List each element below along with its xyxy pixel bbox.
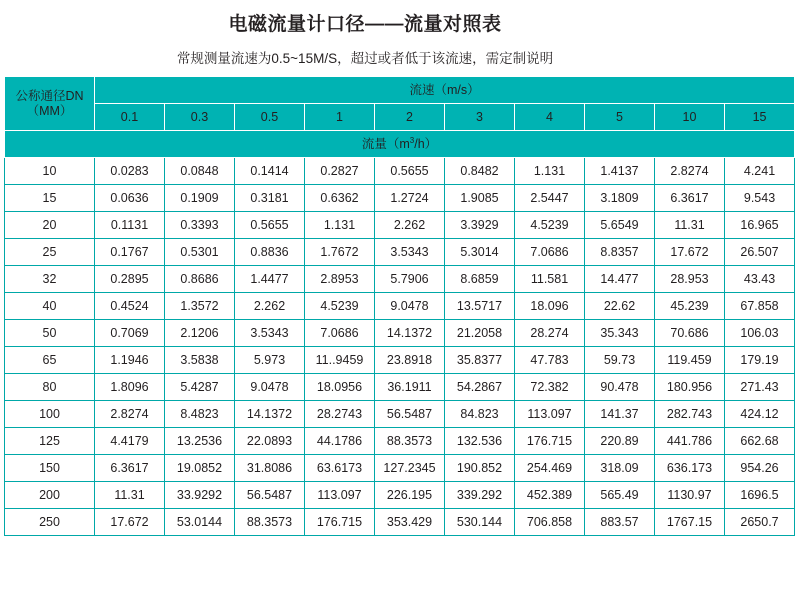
cell-value: 0.6362 — [305, 185, 375, 212]
cell-value: 7.0686 — [305, 320, 375, 347]
cell-value: 4.241 — [725, 158, 795, 185]
header-row-velocity-values — [5, 104, 795, 131]
cell-value: 0.5655 — [375, 158, 445, 185]
cell-value: 63.6173 — [305, 455, 375, 482]
cell-value: 3.5343 — [375, 239, 445, 266]
flow-comparison-table — [4, 76, 795, 536]
cell-value: 179.19 — [725, 347, 795, 374]
cell-value: 2.8274 — [95, 401, 165, 428]
cell-value: 9.0478 — [375, 293, 445, 320]
cell-value: 0.3393 — [165, 212, 235, 239]
cell-value: 31.8086 — [235, 455, 305, 482]
cell-value: 226.195 — [375, 482, 445, 509]
header-velocity-2: 0.5 — [235, 104, 305, 131]
header-velocity: 流速（m/s） — [95, 77, 795, 104]
cell-value: 2.8953 — [305, 266, 375, 293]
cell-value: 3.3929 — [445, 212, 515, 239]
table-row — [5, 293, 795, 320]
table-row — [5, 455, 795, 482]
header-velocity-0: 0.1 — [95, 104, 165, 131]
cell-value: 141.37 — [585, 401, 655, 428]
cell-value: 45.239 — [655, 293, 725, 320]
header-row-flow — [5, 131, 795, 158]
cell-value: 2.5447 — [515, 185, 585, 212]
cell-value: 35.8377 — [445, 347, 515, 374]
header-dn-line2: （MM） — [26, 103, 73, 118]
cell-value: 28.953 — [655, 266, 725, 293]
table-row — [5, 374, 795, 401]
cell-value: 33.9292 — [165, 482, 235, 509]
cell-value: 88.3573 — [375, 428, 445, 455]
cell-dn: 80 — [5, 374, 95, 401]
cell-value: 13.5717 — [445, 293, 515, 320]
cell-value: 190.852 — [445, 455, 515, 482]
cell-value: 14.477 — [585, 266, 655, 293]
cell-value: 1.7672 — [305, 239, 375, 266]
cell-value: 17.672 — [655, 239, 725, 266]
cell-value: 132.536 — [445, 428, 515, 455]
cell-value: 1.4477 — [235, 266, 305, 293]
cell-value: 1.4137 — [585, 158, 655, 185]
header-velocity-9: 15 — [725, 104, 795, 131]
cell-value: 5.973 — [235, 347, 305, 374]
cell-value: 21.2058 — [445, 320, 515, 347]
cell-value: 0.5655 — [235, 212, 305, 239]
cell-value: 6.3617 — [95, 455, 165, 482]
cell-value: 22.0893 — [235, 428, 305, 455]
cell-dn: 100 — [5, 401, 95, 428]
cell-value: 54.2867 — [445, 374, 515, 401]
table-row — [5, 320, 795, 347]
cell-value: 43.43 — [725, 266, 795, 293]
cell-value: 17.672 — [95, 509, 165, 536]
cell-value: 88.3573 — [235, 509, 305, 536]
cell-value: 4.5239 — [305, 293, 375, 320]
cell-value: 0.0636 — [95, 185, 165, 212]
cell-value: 0.1909 — [165, 185, 235, 212]
cell-value: 2.262 — [375, 212, 445, 239]
cell-value: 0.3181 — [235, 185, 305, 212]
cell-value: 452.389 — [515, 482, 585, 509]
cell-value: 0.1131 — [95, 212, 165, 239]
cell-value: 5.7906 — [375, 266, 445, 293]
cell-value: 53.0144 — [165, 509, 235, 536]
cell-value: 2.262 — [235, 293, 305, 320]
cell-dn: 15 — [5, 185, 95, 212]
cell-value: 180.956 — [655, 374, 725, 401]
cell-value: 28.274 — [515, 320, 585, 347]
cell-value: 636.173 — [655, 455, 725, 482]
table-row — [5, 509, 795, 536]
header-flow-sup: 3 — [409, 136, 415, 146]
cell-value: 5.4287 — [165, 374, 235, 401]
cell-value: 14.1372 — [235, 401, 305, 428]
cell-dn: 125 — [5, 428, 95, 455]
cell-value: 8.4823 — [165, 401, 235, 428]
cell-value: 22.62 — [585, 293, 655, 320]
cell-value: 56.5487 — [375, 401, 445, 428]
cell-value: 5.3014 — [445, 239, 515, 266]
cell-value: 318.09 — [585, 455, 655, 482]
table-row — [5, 212, 795, 239]
cell-value: 26.507 — [725, 239, 795, 266]
cell-value: 0.8836 — [235, 239, 305, 266]
cell-value: 662.68 — [725, 428, 795, 455]
cell-value: 2650.7 — [725, 509, 795, 536]
cell-value: 706.858 — [515, 509, 585, 536]
cell-value: 18.096 — [515, 293, 585, 320]
cell-value: 0.1414 — [235, 158, 305, 185]
cell-value: 47.783 — [515, 347, 585, 374]
page-title: 电磁流量计口径——流量对照表 — [228, 14, 502, 35]
cell-value: 271.43 — [725, 374, 795, 401]
table-body — [5, 158, 795, 536]
cell-value: 424.12 — [725, 401, 795, 428]
cell-value: 3.1809 — [585, 185, 655, 212]
document-page — [0, 9, 779, 536]
header-dn — [5, 77, 95, 131]
table-header — [5, 77, 795, 158]
cell-dn: 65 — [5, 347, 95, 374]
cell-dn: 32 — [5, 266, 95, 293]
cell-value: 13.2536 — [165, 428, 235, 455]
header-dn-line1: 公称通径DN — [15, 89, 84, 104]
header-velocity-7: 5 — [585, 104, 655, 131]
table-row — [5, 239, 795, 266]
cell-value: 23.8918 — [375, 347, 445, 374]
cell-value: 106.03 — [725, 320, 795, 347]
cell-value: 113.097 — [515, 401, 585, 428]
cell-value: 4.5239 — [515, 212, 585, 239]
cell-dn: 150 — [5, 455, 95, 482]
cell-value: 1.131 — [305, 212, 375, 239]
cell-value: 565.49 — [585, 482, 655, 509]
cell-value: 176.715 — [515, 428, 585, 455]
cell-value: 16.965 — [725, 212, 795, 239]
cell-value: 67.858 — [725, 293, 795, 320]
cell-value: 36.1911 — [375, 374, 445, 401]
cell-value: 883.57 — [585, 509, 655, 536]
table-row — [5, 482, 795, 509]
cell-value: 1.1946 — [95, 347, 165, 374]
cell-value: 6.3617 — [655, 185, 725, 212]
cell-value: 530.144 — [445, 509, 515, 536]
cell-value: 35.343 — [585, 320, 655, 347]
header-velocity-5: 3 — [445, 104, 515, 131]
header-velocity-1: 0.3 — [165, 104, 235, 131]
cell-value: 59.73 — [585, 347, 655, 374]
cell-value: 1.131 — [515, 158, 585, 185]
cell-value: 70.686 — [655, 320, 725, 347]
cell-dn: 25 — [5, 239, 95, 266]
cell-value: 72.382 — [515, 374, 585, 401]
cell-value: 9.543 — [725, 185, 795, 212]
header-velocity-3: 1 — [305, 104, 375, 131]
cell-value: 19.0852 — [165, 455, 235, 482]
cell-dn: 40 — [5, 293, 95, 320]
header-velocity-8: 10 — [655, 104, 725, 131]
cell-value: 0.7069 — [95, 320, 165, 347]
cell-value: 3.5343 — [235, 320, 305, 347]
header-flow-prefix: 流量（m — [361, 137, 410, 152]
table-row — [5, 185, 795, 212]
table-row — [5, 347, 795, 374]
header-velocity-4: 2 — [375, 104, 445, 131]
cell-value: 7.0686 — [515, 239, 585, 266]
cell-value: 1.9085 — [445, 185, 515, 212]
header-velocity-6: 4 — [515, 104, 585, 131]
cell-value: 954.26 — [725, 455, 795, 482]
cell-value: 11..9459 — [305, 347, 375, 374]
cell-value: 18.0956 — [305, 374, 375, 401]
cell-value: 11.581 — [515, 266, 585, 293]
cell-value: 0.0283 — [95, 158, 165, 185]
cell-value: 282.743 — [655, 401, 725, 428]
cell-value: 90.478 — [585, 374, 655, 401]
cell-value: 0.4524 — [95, 293, 165, 320]
cell-value: 0.0848 — [165, 158, 235, 185]
header-row-velocity — [5, 77, 795, 104]
cell-value: 220.89 — [585, 428, 655, 455]
cell-value: 0.1767 — [95, 239, 165, 266]
header-flow-suffix: /h） — [414, 137, 438, 152]
table-row — [5, 158, 795, 185]
cell-value: 113.097 — [305, 482, 375, 509]
cell-dn: 250 — [5, 509, 95, 536]
cell-value: 254.469 — [515, 455, 585, 482]
header-flow — [5, 131, 795, 158]
cell-value: 5.6549 — [585, 212, 655, 239]
cell-dn: 200 — [5, 482, 95, 509]
cell-value: 1.8096 — [95, 374, 165, 401]
cell-value: 44.1786 — [305, 428, 375, 455]
cell-value: 4.4179 — [95, 428, 165, 455]
cell-value: 2.1206 — [165, 320, 235, 347]
cell-value: 1696.5 — [725, 482, 795, 509]
table-row — [5, 401, 795, 428]
cell-value: 84.823 — [445, 401, 515, 428]
cell-value: 0.2827 — [305, 158, 375, 185]
cell-value: 28.2743 — [305, 401, 375, 428]
cell-value: 0.8686 — [165, 266, 235, 293]
cell-value: 11.31 — [655, 212, 725, 239]
cell-value: 56.5487 — [235, 482, 305, 509]
cell-value: 1767.15 — [655, 509, 725, 536]
cell-value: 1130.97 — [655, 482, 725, 509]
cell-dn: 20 — [5, 212, 95, 239]
cell-value: 8.6859 — [445, 266, 515, 293]
cell-value: 9.0478 — [235, 374, 305, 401]
cell-value: 119.459 — [655, 347, 725, 374]
cell-value: 11.31 — [95, 482, 165, 509]
cell-value: 14.1372 — [375, 320, 445, 347]
cell-value: 1.2724 — [375, 185, 445, 212]
table-row — [5, 428, 795, 455]
cell-dn: 50 — [5, 320, 95, 347]
cell-value: 2.8274 — [655, 158, 725, 185]
table-row — [5, 266, 795, 293]
cell-dn: 10 — [5, 158, 95, 185]
cell-value: 0.2895 — [95, 266, 165, 293]
cell-value: 176.715 — [305, 509, 375, 536]
cell-value: 353.429 — [375, 509, 445, 536]
cell-value: 0.8482 — [445, 158, 515, 185]
cell-value: 8.8357 — [585, 239, 655, 266]
cell-value: 441.786 — [655, 428, 725, 455]
cell-value: 339.292 — [445, 482, 515, 509]
cell-value: 3.5838 — [165, 347, 235, 374]
cell-value: 0.5301 — [165, 239, 235, 266]
page-subtitle: 常规测量流速为0.5~15M/S，超过或者低于该流速，需定制说明 — [176, 51, 554, 66]
cell-value: 1.3572 — [165, 293, 235, 320]
cell-value: 127.2345 — [375, 455, 445, 482]
